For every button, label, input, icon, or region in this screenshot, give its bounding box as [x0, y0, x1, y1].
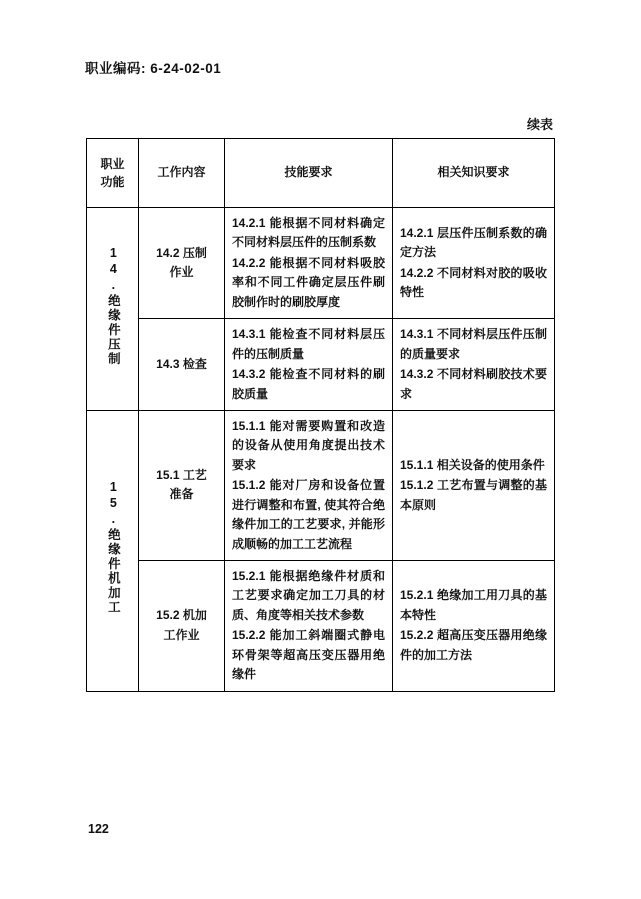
work-content-line: 工作业	[163, 627, 200, 642]
knowledge-item: 15.2.1 绝缘加工用刀具的基本特性	[400, 588, 547, 622]
work-content-line: 准备	[169, 487, 194, 502]
work-content-15-2	[139, 561, 225, 692]
function-cell-15	[87, 410, 139, 691]
skills-14-3	[225, 319, 393, 411]
knowledge-14-2	[393, 208, 555, 319]
header-skill-requirements: 技能要求	[225, 139, 393, 208]
continued-table-label: 续表	[526, 117, 553, 132]
knowledge-item: 15.2.2 超高压变压器用绝缘件的加工方法	[400, 628, 547, 662]
work-content-14-3	[139, 319, 225, 411]
table-row	[87, 410, 555, 560]
work-content-line: 15.1 工艺	[156, 468, 207, 483]
knowledge-15-1	[393, 410, 555, 560]
table-row	[87, 561, 555, 692]
function-cell-14	[87, 208, 139, 411]
occupation-code: 职业编码: 6-24-02-01	[85, 61, 222, 76]
work-content-14-2	[139, 208, 225, 319]
skill-item: 15.1.1 能对需要购置和改造的设备从使用角度提出技术要求	[232, 418, 385, 472]
knowledge-item: 14.3.1 不同材料层压件压制的质量要求	[400, 327, 547, 361]
work-content-line: 14.2 压制	[156, 245, 207, 260]
work-content-line: 作业	[169, 265, 194, 280]
work-content-15-1	[139, 410, 225, 560]
knowledge-item: 15.1.2 工艺布置与调整的基本原则	[400, 478, 547, 512]
skills-15-2	[225, 561, 393, 692]
knowledge-item: 14.3.2 不同材料刷胶技术要求	[400, 367, 547, 401]
work-content-line: 15.2 机加	[156, 608, 207, 623]
page-number: 122	[88, 822, 109, 836]
skills-15-1	[225, 410, 393, 560]
header-work-content: 工作内容	[139, 139, 225, 208]
knowledge-15-2	[393, 561, 555, 692]
table-row	[87, 208, 555, 319]
header-knowledge-requirements: 相关知识要求	[393, 139, 555, 208]
knowledge-item: 15.1.1 相关设备的使用条件	[400, 457, 545, 472]
skill-item: 15.1.2 能对厂房和设备位置进行调整和布置, 使其符合绝缘件加工的工艺要求, 并能形成顺畅的加工工艺流程	[232, 478, 385, 551]
skill-item: 15.2.2 能加工斜端圈式静电环骨架等超高压变压器用绝缘件	[232, 628, 385, 682]
skill-item: 14.2.2 能根据不同材料吸胶率和不同工件确定层压件刷胶制作时的刷胶厚度	[232, 255, 385, 309]
knowledge-item: 14.2.1 层压件压制系数的确定方法	[400, 225, 547, 260]
table-header-row	[87, 139, 555, 208]
header-function-line2: 功能	[100, 175, 125, 189]
knowledge-14-3	[393, 319, 555, 411]
skill-item: 14.2.1 能根据不同材料确定不同材料层压件的压制系数	[232, 216, 385, 250]
function-label-14: 14.绝缘件压制	[106, 245, 121, 366]
skills-14-2	[225, 208, 393, 319]
skill-item: 14.3.1 能检查不同材料层压件的压制质量	[232, 327, 385, 361]
function-label-15: 15.绝缘件机加工	[106, 480, 121, 616]
table-row	[87, 319, 555, 411]
skill-item: 15.2.1 能根据绝缘件材质和工艺要求确定加工刀具的材质、角度等相关技术参数	[232, 569, 385, 622]
header-function-line1: 职业	[100, 157, 125, 171]
skills-requirements-table	[86, 138, 555, 692]
header-function	[87, 139, 139, 208]
skill-item: 14.3.2 能检查不同材料的刷胶质量	[232, 367, 385, 401]
knowledge-item: 14.2.2 不同材料对胶的吸收特性	[400, 265, 547, 300]
work-content-line: 14.3 检查	[156, 356, 207, 371]
